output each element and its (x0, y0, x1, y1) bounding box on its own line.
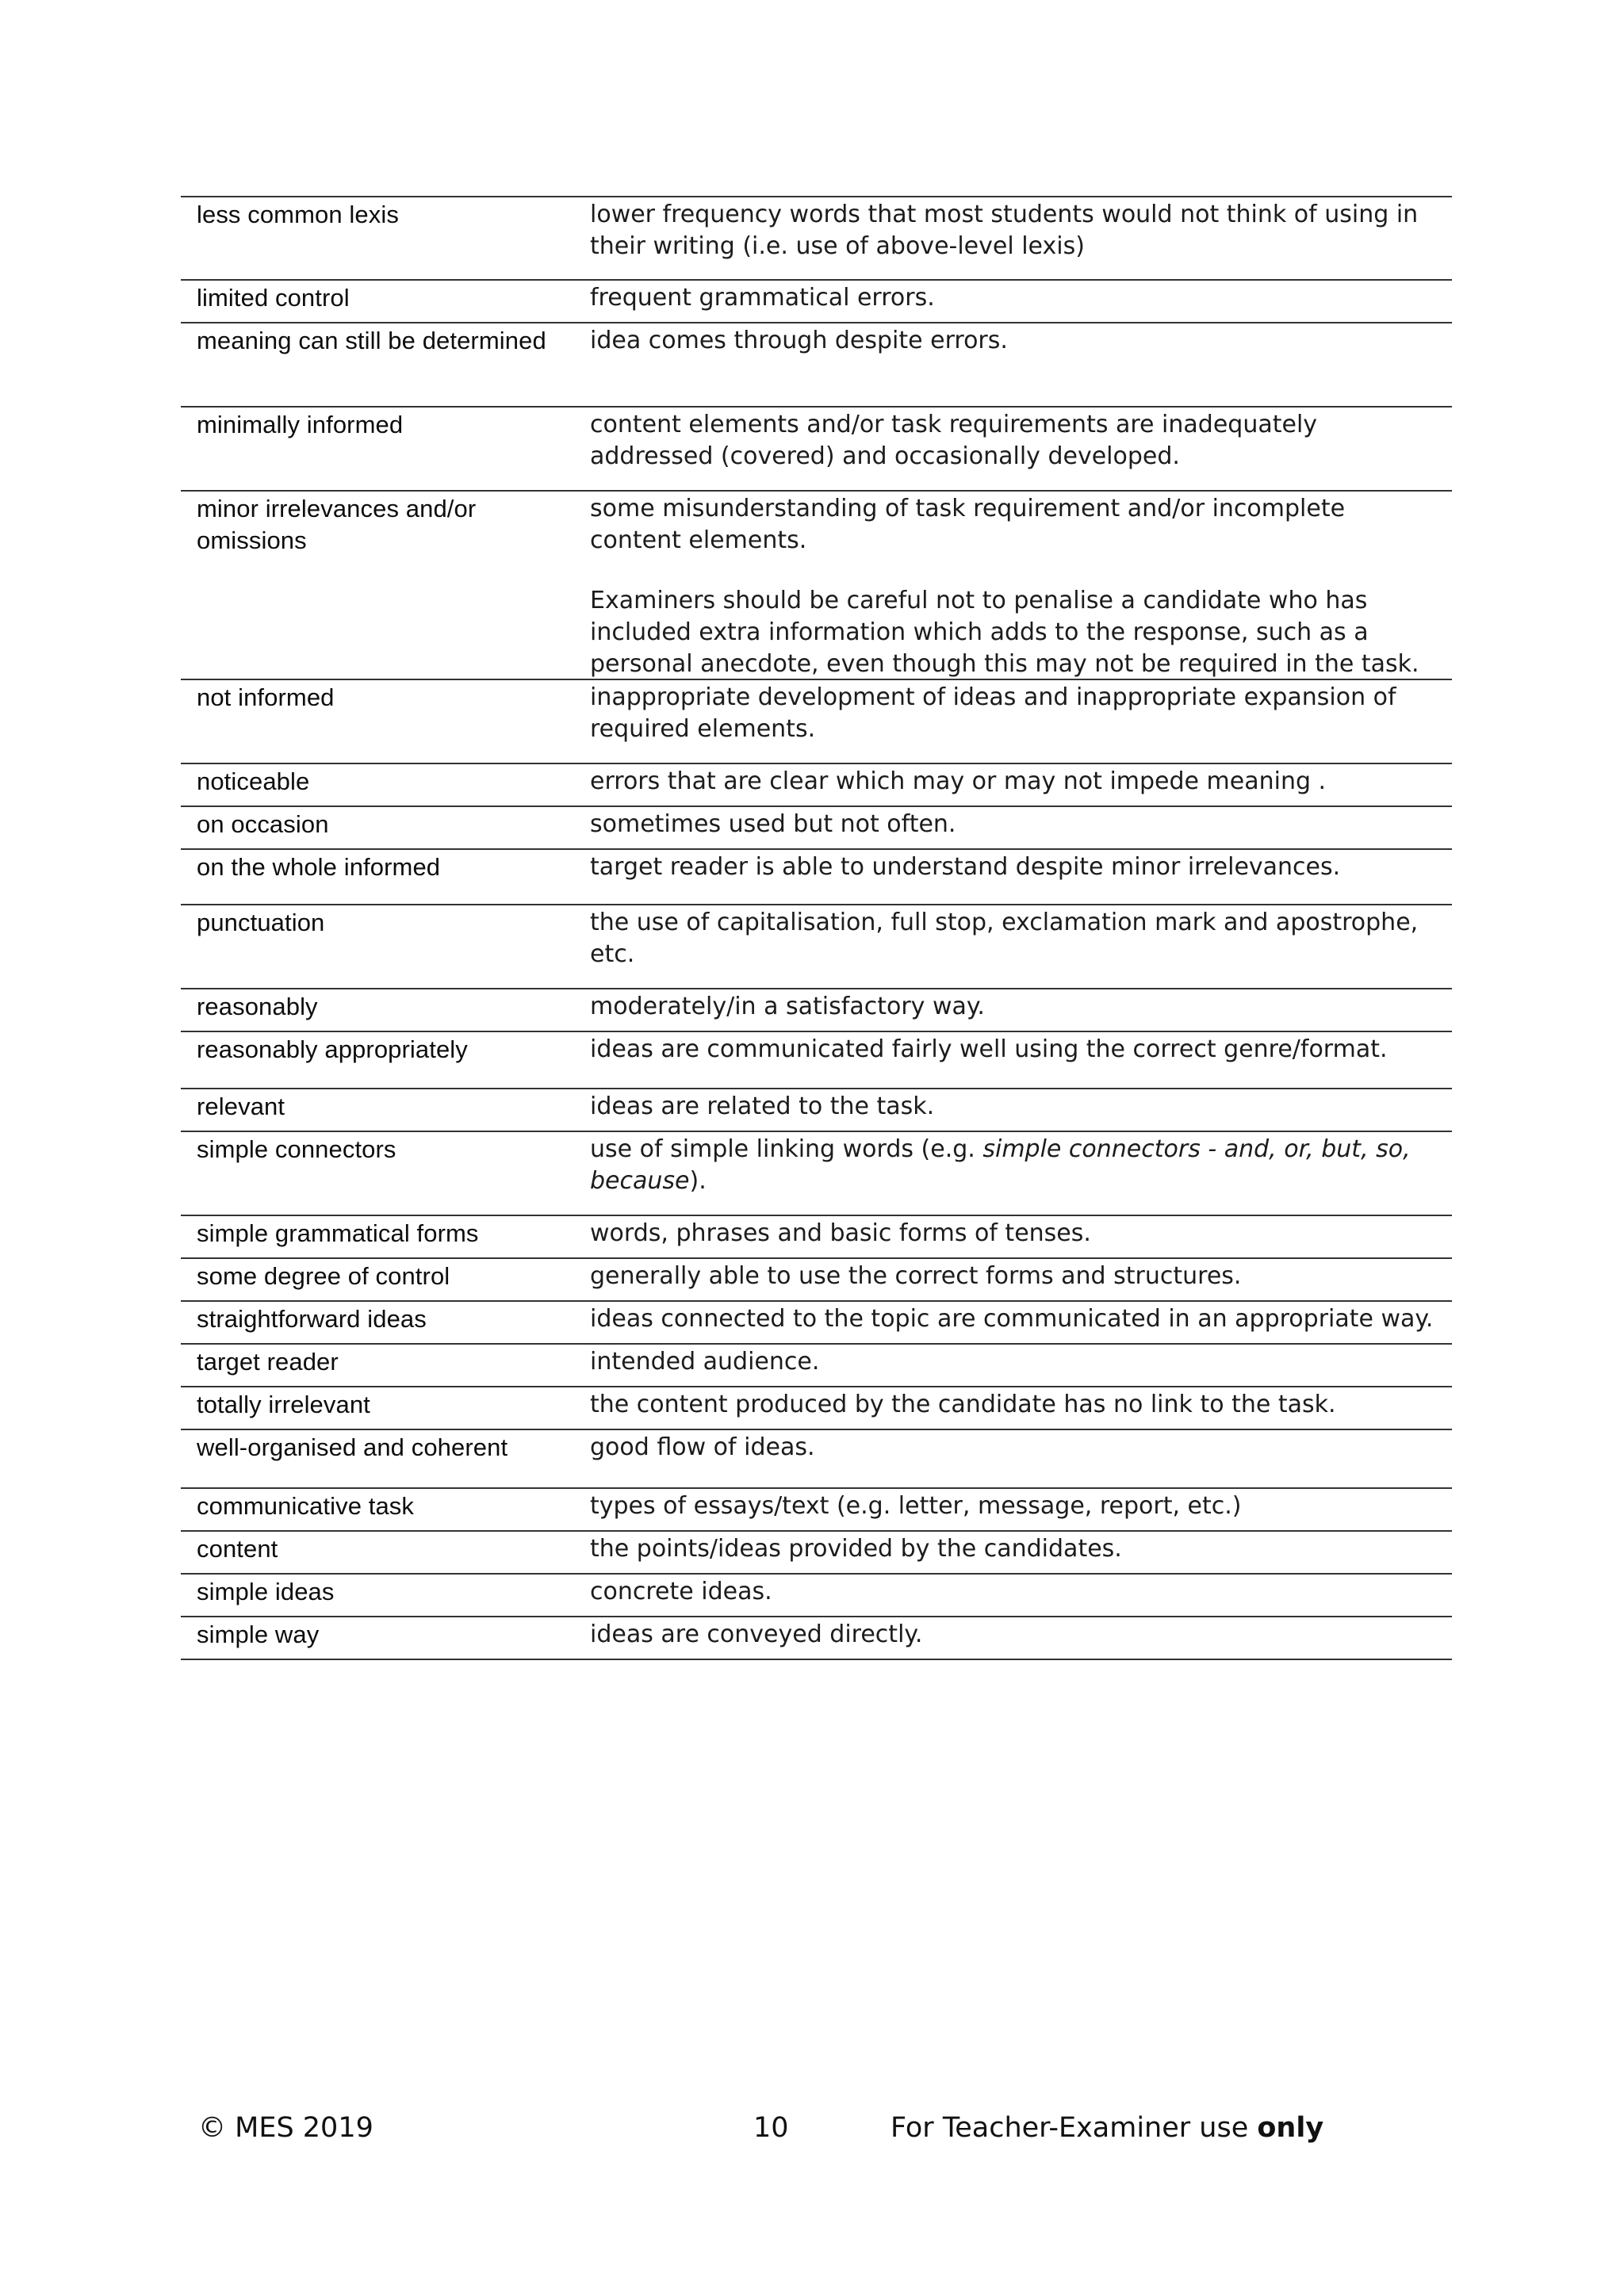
glossary-definition: good flow of ideas. (574, 1429, 1452, 1488)
glossary-row (181, 1258, 1452, 1301)
page-number: 10 (753, 2112, 789, 2144)
glossary-term: well-organised and coherent (181, 1429, 574, 1488)
glossary-term: meaning can still be determined (181, 323, 574, 407)
glossary-row (181, 989, 1452, 1031)
glossary-definition: ideas are related to the task. (574, 1089, 1452, 1131)
glossary-term: simple grammatical forms (181, 1215, 574, 1258)
glossary-row (181, 1531, 1452, 1574)
glossary-definition: ideas are conveyed directly. (574, 1617, 1452, 1659)
glossary-term: simple connectors (181, 1131, 574, 1215)
glossary-row (181, 197, 1452, 280)
glossary-definition: the use of capitalisation, full stop, exclamation mark and apostrophe, etc. (574, 905, 1452, 989)
glossary-term: on the whole informed (181, 849, 574, 905)
glossary-term: simple ideas (181, 1574, 574, 1617)
glossary-term: on occasion (181, 806, 574, 849)
glossary-row (181, 280, 1452, 323)
usage-emphasis: only (1257, 2112, 1324, 2144)
glossary-term: straightforward ideas (181, 1301, 574, 1344)
glossary-row (181, 1089, 1452, 1131)
glossary-row (181, 1387, 1452, 1429)
copyright-notice: © MES 2019 (198, 2112, 373, 2144)
glossary-definition: sometimes used but not often. (574, 806, 1452, 849)
glossary-row (181, 407, 1452, 491)
definition-text: use of simple linking words (e.g. (590, 1135, 983, 1163)
glossary-definition: moderately/in a satisfactory way. (574, 989, 1452, 1031)
glossary-row (181, 1429, 1452, 1488)
glossary-row (181, 679, 1452, 763)
glossary-term: not informed (181, 679, 574, 763)
glossary-definition: frequent grammatical errors. (574, 280, 1452, 323)
glossary-row (181, 1301, 1452, 1344)
glossary-row (181, 323, 1452, 407)
glossary-term: punctuation (181, 905, 574, 989)
glossary-term: simple way (181, 1617, 574, 1659)
glossary-definition: ideas connected to the topic are communicated in an appropriate way. (574, 1301, 1452, 1344)
glossary-row (181, 1617, 1452, 1659)
glossary-term: some degree of control (181, 1258, 574, 1301)
glossary-term: noticeable (181, 763, 574, 806)
glossary-term: communicative task (181, 1488, 574, 1531)
glossary-term: target reader (181, 1344, 574, 1387)
definition-text: some misunderstanding of task requirement and/or incomplete content elements. (590, 495, 1346, 554)
usage-text: For Teacher-Examiner use (891, 2112, 1258, 2144)
glossary-term: minimally informed (181, 407, 574, 491)
glossary-definition: content elements and/or task requirements are inadequately addressed (covered) and occasionally developed. (574, 407, 1452, 491)
glossary-definition: lower frequency words that most students would not think of using in their writing (i.e. use of above-level lexis) (574, 197, 1452, 280)
glossary-row (181, 1215, 1452, 1258)
glossary-definition: generally able to use the correct forms and structures. (574, 1258, 1452, 1301)
glossary-definition: words, phrases and basic forms of tenses. (574, 1215, 1452, 1258)
glossary-definition (574, 1131, 1452, 1215)
glossary-row (181, 806, 1452, 849)
glossary-definition: ideas are communicated fairly well using the correct genre/format. (574, 1031, 1452, 1089)
glossary-definition: target reader is able to understand despite minor irrelevances. (574, 849, 1452, 905)
glossary-row (181, 849, 1452, 905)
glossary-definition: intended audience. (574, 1344, 1452, 1387)
glossary-definition: idea comes through despite errors. (574, 323, 1452, 407)
glossary-row (181, 763, 1452, 806)
glossary-row (181, 491, 1452, 679)
glossary-term: minor irrelevances and/or omissions (181, 491, 574, 679)
glossary-definition: the points/ideas provided by the candidates. (574, 1531, 1452, 1574)
glossary-row (181, 1344, 1452, 1387)
glossary-definition: concrete ideas. (574, 1574, 1452, 1617)
glossary-term: totally irrelevant (181, 1387, 574, 1429)
definition-text-end: ). (689, 1167, 707, 1195)
glossary-definition: types of essays/text (e.g. letter, message, report, etc.) (574, 1488, 1452, 1531)
glossary-term: less common lexis (181, 197, 574, 280)
glossary-term: reasonably appropriately (181, 1031, 574, 1089)
glossary-row (181, 1574, 1452, 1617)
glossary-definition: the content produced by the candidate has no link to the task. (574, 1387, 1452, 1429)
glossary-row (181, 1488, 1452, 1531)
glossary-term: limited control (181, 280, 574, 323)
usage-notice (891, 2110, 1323, 2145)
glossary-table (181, 196, 1452, 1660)
connector-examples: simple connectors - and, or, but, so, because (590, 1135, 1411, 1195)
glossary-definition (574, 491, 1452, 679)
examiner-note: Examiners should be careful not to penalise a candidate who has included extra information which adds to the response, such as a personal anecdote, even though this may not be required in the task. (590, 587, 1419, 678)
glossary-row (181, 1031, 1452, 1089)
glossary-definition: errors that are clear which may or may not impede meaning . (574, 763, 1452, 806)
glossary-term: relevant (181, 1089, 574, 1131)
glossary-term: reasonably (181, 989, 574, 1031)
glossary-term: content (181, 1531, 574, 1574)
glossary-row (181, 1131, 1452, 1215)
glossary-row (181, 905, 1452, 989)
glossary-definition: inappropriate development of ideas and inappropriate expansion of required elements. (574, 679, 1452, 763)
